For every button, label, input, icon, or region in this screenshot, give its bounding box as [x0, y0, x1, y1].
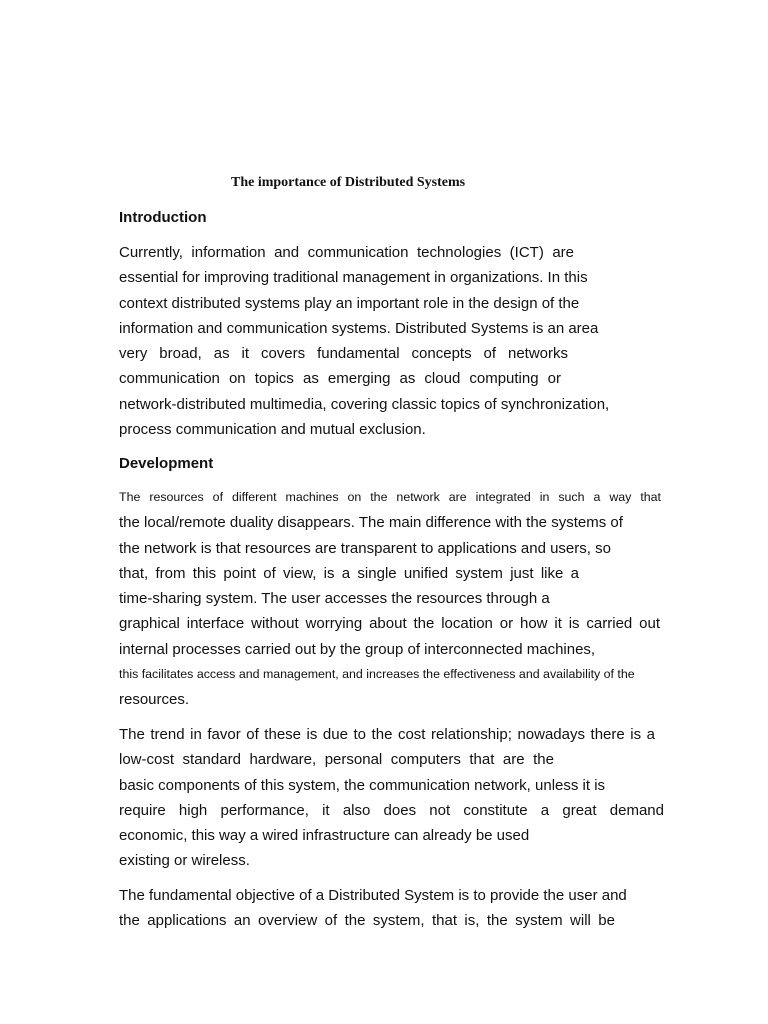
- text-line: economic, this way a wired infrastructure can already be used: [119, 827, 530, 845]
- text-line: communication on topics as emerging as cloud computing or: [119, 370, 561, 388]
- text-line: require high performance, it also does not constitute a great demand: [119, 801, 664, 819]
- text-line: resources.: [119, 691, 190, 709]
- text-line: The resources of different machines on the network are integrated in such a way that: [119, 490, 661, 504]
- text-line: context distributed systems play an important role in the design of the: [119, 294, 580, 312]
- text-line: The trend in favor of these is due to the cost relationship; nowadays there is a: [119, 726, 655, 743]
- section-heading-introduction: Introduction: [119, 209, 207, 226]
- text-line: basic components of this system, the communication network, unless it is: [119, 776, 606, 794]
- text-line: The fundamental objective of a Distributed System is to provide the user and: [119, 887, 627, 904]
- text-line: the applications an overview of the system, that is, the system will be: [119, 912, 615, 930]
- text-line: the network is that resources are transparent to applications and users, so: [119, 539, 611, 557]
- text-line: very broad, as it covers fundamental concepts of networks: [119, 345, 568, 363]
- text-line: existing or wireless.: [119, 852, 250, 870]
- paragraph-development-3: [119, 883, 627, 934]
- section-heading-development: Development: [119, 455, 214, 472]
- document-title: The importance of Distributed Systems: [231, 175, 466, 190]
- text-line: internal processes carried out by the group of interconnected machines,: [119, 640, 596, 658]
- text-line: process communication and mutual exclusion.: [119, 421, 426, 439]
- paragraph-development-1: [119, 485, 661, 713]
- text-line: graphical interface without worrying about the location or how it is carried out: [119, 615, 660, 633]
- text-line: time-sharing system. The user accesses the resources through a: [119, 590, 550, 608]
- text-line: low-cost standard hardware, personal computers that are the: [119, 751, 554, 769]
- text-line: the local/remote duality disappears. The main difference with the systems of: [119, 514, 623, 532]
- text-line: essential for improving traditional management in organizations. In this: [119, 269, 588, 287]
- paragraph-introduction: [119, 240, 610, 442]
- text-line: information and communication systems. Distributed Systems is an area: [119, 319, 599, 337]
- text-line: that, from this point of view, is a single unified system just like a: [119, 564, 579, 582]
- paragraph-development-2: [119, 722, 664, 874]
- text-line: Currently, information and communication technologies (ICT) are: [119, 244, 574, 261]
- text-line: this facilitates access and management, and increases the effectiveness and availability of the: [119, 667, 635, 682]
- text-line: network-distributed multimedia, covering classic topics of synchronization,: [119, 395, 610, 413]
